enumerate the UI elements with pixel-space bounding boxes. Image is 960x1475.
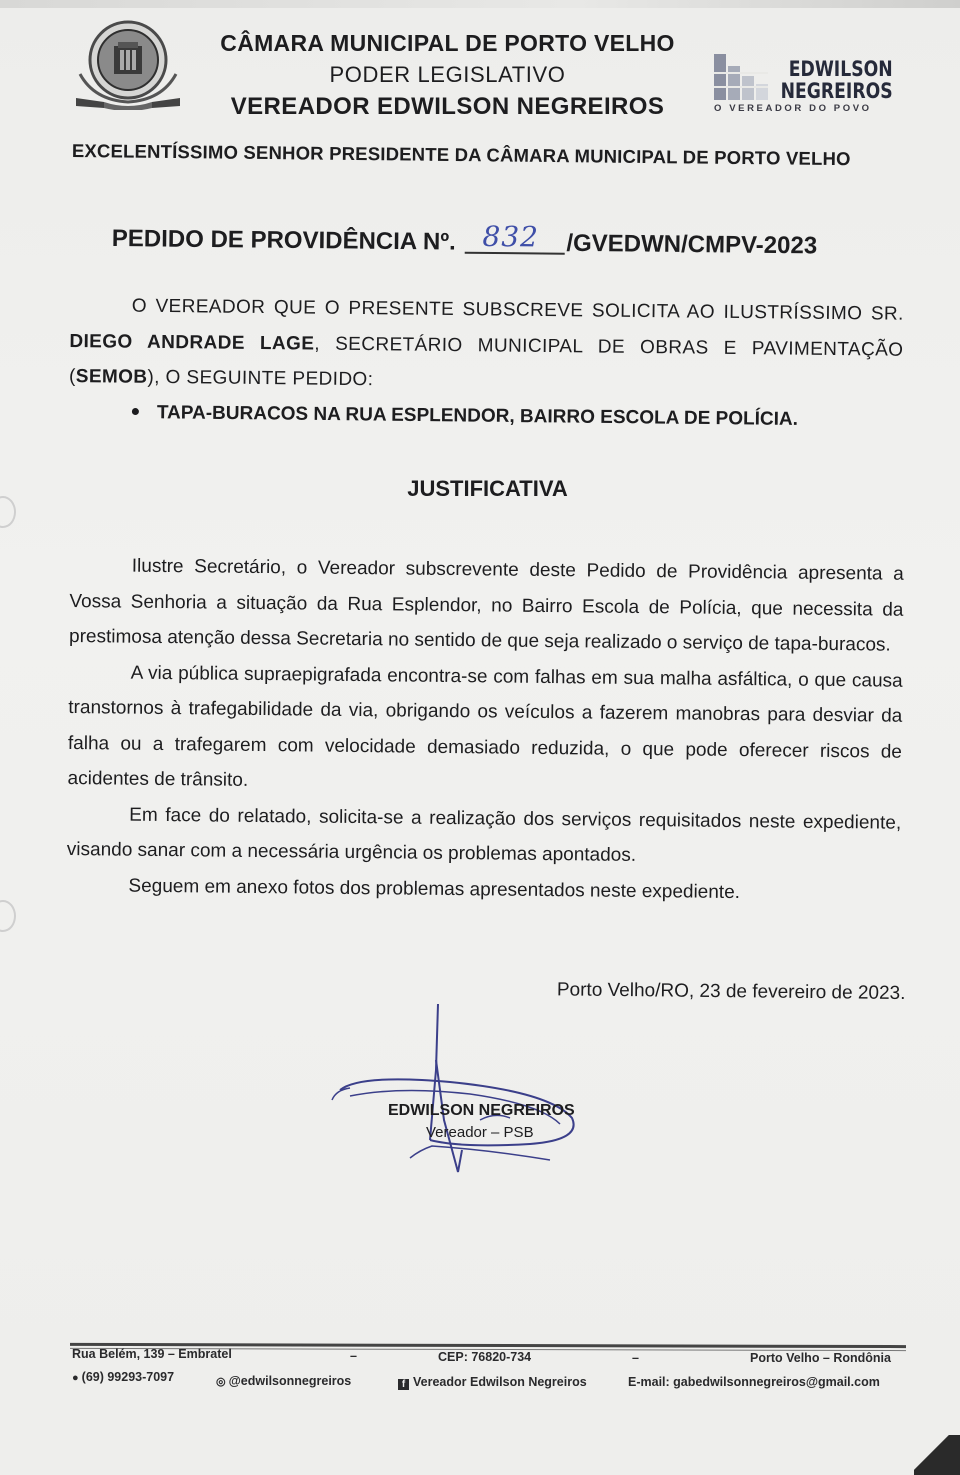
brand-bars-icon [712, 52, 782, 102]
secretary-name: DIEGO ANDRADE LAGE [69, 330, 315, 355]
top-edge [0, 0, 960, 8]
page-corner [914, 1435, 960, 1475]
brand-slogan: O VEREADOR DO POVO [714, 103, 872, 114]
footer-separator: – [350, 1349, 357, 1363]
justification-body [66, 548, 904, 912]
footer-facebook-text: Vereador Edwilson Negreiros [413, 1375, 587, 1389]
justification-paragraph: Em face do relatado, solicita-se a realização dos serviços requisitados neste expediente, visando sanar com a necessária urgência os problemas apontados. [66, 804, 902, 866]
footer-address: Rua Belém, 139 – Embratel [72, 1347, 232, 1361]
footer-instagram [216, 1374, 351, 1388]
facebook-icon: f [398, 1379, 409, 1390]
footer-facebook [398, 1375, 587, 1390]
signer-role: Vereador – PSB [426, 1124, 534, 1141]
document-title [111, 219, 818, 260]
footer-cep: CEP: 76820-734 [438, 1350, 532, 1364]
brand-name-line1: EDWILSON [789, 57, 893, 81]
request-paragraph [69, 288, 904, 403]
footer-separator: – [632, 1351, 639, 1365]
header-power: PODER LEGISLATIVO [329, 62, 566, 87]
title-prefix: PEDIDO DE PROVIDÊNCIA Nº. [111, 224, 456, 256]
footer-instagram-text: @edwilsonnegreiros [228, 1374, 352, 1388]
justification-heading: JUSTIFICATIVA [407, 476, 568, 501]
brand-name [781, 58, 893, 102]
footer-phone [72, 1370, 174, 1384]
footer-phone-text: (69) 99293-7097 [81, 1370, 175, 1384]
brand-name-line2: NEGREIROS [780, 79, 893, 103]
footer-email: E-mail: gabedwilsonnegreiros@gmail.com [628, 1375, 880, 1389]
whatsapp-icon: ● [72, 1372, 79, 1384]
place-date: Porto Velho/RO, 23 de fevereiro de 2023. [557, 979, 906, 1004]
footer-city: Porto Velho – Rondônia [750, 1351, 891, 1365]
request-item-text: TAPA-BURACOS NA RUA ESPLENDOR, BAIRRO ESCOLA DE POLÍCIA. [156, 402, 799, 430]
justification-paragraph: Ilustre Secretário, o Vereador subscrevente deste Pedido de Providência apresenta a Vossa Senhoria a situação da Rua Esplendor, no Bairro Escola de Polícia, que necessita da prestimosa atenção dessa Secretaria no sentido de que seja realizado o serviço de tapa-buracos. [68, 555, 904, 656]
agency-acronym: SEMOB [75, 366, 148, 388]
number-blank [464, 219, 564, 255]
brand-logo [712, 52, 897, 122]
request-text-1: O VEREADOR QUE O PRESENTE SUBSCREVE SOLICITA AO ILUSTRÍSSIMO SR. [131, 295, 904, 325]
signer-name: EDWILSON NEGREIROS [388, 1102, 575, 1119]
header-chamber: CÂMARA MUNICIPAL DE PORTO VELHO [220, 30, 675, 56]
handwritten-number: 832 [482, 219, 540, 254]
request-text-3: ), O SEGUINTE PEDIDO: [147, 366, 374, 391]
request-item [132, 402, 798, 431]
title-suffix: /GVEDWN/CMPV-2023 [566, 229, 818, 260]
addressee: EXCELENTÍSSIMO SENHOR PRESIDENTE DA CÂMARA MUNICIPAL DE PORTO VELHO [71, 140, 851, 170]
instagram-icon: ◎ [216, 1376, 226, 1388]
request-text-2: , SECRETÁRIO MUNICIPAL DE OBRAS E PAVIMENTAÇÃO ( [68, 333, 904, 388]
punch-hole [0, 900, 16, 932]
header-councilor: VEREADOR EDWILSON NEGREIROS [230, 93, 665, 120]
bullet-icon [132, 408, 139, 415]
signature-icon [320, 1000, 620, 1190]
justification-paragraph: Seguem em anexo fotos dos problemas apresentados neste expediente. [128, 875, 741, 903]
justification-paragraph: A via pública supraepigrafada encontra-se com falhas em sua malha asfáltica, o que causa transtornos à trafegabilidade da via, obrigando os veículos a fazerem manobras para desviar da falha ou a trafegarem com velocidade demasiado reduzida, o que pode oferecer riscos de acidentes de trânsito. [67, 662, 903, 791]
